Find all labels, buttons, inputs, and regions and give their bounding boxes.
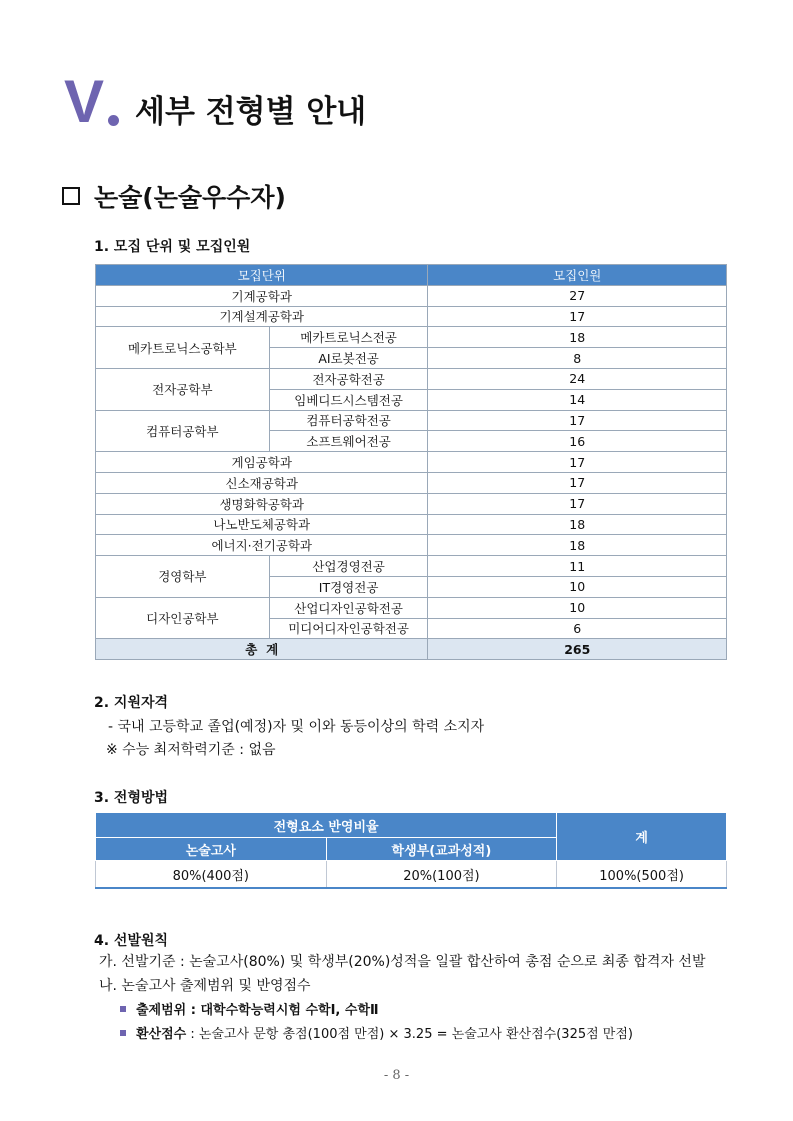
table-row: [96, 535, 727, 556]
record-ratio: 20%(100점): [326, 861, 557, 889]
count-cell: 10: [428, 576, 727, 597]
count-cell: 27: [428, 285, 727, 306]
count-cell: 17: [428, 410, 727, 431]
scope-text: 출제범위 : 대학수학능력시험 수학Ⅰ, 수학Ⅱ: [136, 1003, 379, 1018]
table-row: [96, 285, 727, 306]
major-cell: 소프트웨어전공: [269, 431, 428, 452]
count-cell: 17: [428, 306, 727, 327]
group-cell: 전자공학부: [96, 368, 270, 410]
essay-ratio: 80%(400점): [96, 861, 327, 889]
unit-cell: 신소재공학과: [96, 472, 428, 493]
count-cell: 18: [428, 535, 727, 556]
table-row: [96, 514, 727, 535]
major-cell: 컴퓨터공학전공: [269, 410, 428, 431]
table-row: [96, 327, 727, 348]
count-cell: 17: [428, 452, 727, 473]
table-row: [96, 556, 727, 577]
col-header-unit: 모집단위: [96, 265, 428, 286]
section-heading: [62, 178, 286, 214]
eligibility-line: - 국내 고등학교 졸업(예정)자 및 이와 동등이상의 학력 소지자: [108, 719, 485, 735]
table-row: [96, 368, 727, 389]
table-row: [96, 410, 727, 431]
selection-criteria-line: 가. 선발기준 : 논술고사(80%) 및 학생부(20%)성적을 일괄 합산하여 총점 순으로 최종 합격자 선발: [99, 954, 706, 970]
subsection-2-heading: 2. 지원자격: [94, 695, 169, 711]
total-label: 총 계: [96, 639, 428, 660]
header-total: 계: [557, 813, 727, 861]
page-number: - 8 -: [383, 1068, 410, 1083]
unit-cell: 기계공학과: [96, 285, 428, 306]
table-row: [96, 472, 727, 493]
count-cell: 17: [428, 493, 727, 514]
count-cell: 17: [428, 472, 727, 493]
major-cell: 미디어디자인공학전공: [269, 618, 428, 639]
header-elements-ratio: 전형요소 반영비율: [96, 813, 557, 838]
count-cell: 8: [428, 348, 727, 369]
table-row: [96, 306, 727, 327]
count-cell: 14: [428, 389, 727, 410]
conversion-text: : 논술고사 문항 총점(100점 만점) × 3.25 = 논술고사 환산점수(325점 만점): [186, 1027, 633, 1042]
major-cell: 임베디드시스템전공: [269, 389, 428, 410]
subsection-3-heading: 3. 전형방법: [94, 790, 169, 806]
count-cell: 18: [428, 327, 727, 348]
table-row: [96, 493, 727, 514]
count-cell: 18: [428, 514, 727, 535]
group-cell: 메카트로닉스공학부: [96, 327, 270, 369]
major-cell: 산업디자인공학전공: [269, 597, 428, 618]
total-row: [96, 639, 727, 660]
group-cell: 디자인공학부: [96, 597, 270, 639]
col-header-count: 모집인원: [428, 265, 727, 286]
header-record: 학생부(교과성적): [326, 838, 557, 861]
major-cell: 전자공학전공: [269, 368, 428, 389]
selection-method-table: [95, 812, 727, 889]
checkbox-square-icon: [62, 187, 80, 205]
bullet-conversion: [120, 1023, 633, 1042]
table-row: [96, 861, 727, 889]
major-cell: 메카트로닉스전공: [269, 327, 428, 348]
bullet-square-icon: [120, 1030, 126, 1036]
subsection-4-heading: 4. 선발원칙: [94, 933, 169, 949]
csat-requirement-line: ※ 수능 최저학력기준 : 없음: [106, 742, 276, 758]
unit-cell: 생명화학공학과: [96, 493, 428, 514]
bullet-square-icon: [120, 1006, 126, 1012]
chapter-title: 세부 전형별 안내: [135, 94, 367, 130]
table-row: [96, 597, 727, 618]
chapter-heading: [64, 68, 367, 135]
conversion-label: 환산점수: [136, 1027, 187, 1042]
count-cell: 24: [428, 368, 727, 389]
header-essay: 논술고사: [96, 838, 327, 861]
major-cell: AI로봇전공: [269, 348, 428, 369]
unit-cell: 나노반도체공학과: [96, 514, 428, 535]
table-row: [96, 452, 727, 473]
bullet-scope: [120, 999, 379, 1018]
quota-table: [95, 264, 727, 660]
major-cell: 산업경영전공: [269, 556, 428, 577]
group-cell: 컴퓨터공학부: [96, 410, 270, 452]
unit-cell: 기계설계공학과: [96, 306, 428, 327]
section-title: 논술(논술우수자): [94, 183, 286, 212]
major-cell: IT경영전공: [269, 576, 428, 597]
total-ratio: 100%(500점): [557, 861, 727, 889]
count-cell: 6: [428, 618, 727, 639]
essay-scope-line: 나. 논술고사 출제범위 및 반영점수: [99, 978, 311, 994]
group-cell: 경영학부: [96, 556, 270, 598]
unit-cell: 에너지·전기공학과: [96, 535, 428, 556]
count-cell: 11: [428, 556, 727, 577]
unit-cell: 게임공학과: [96, 452, 428, 473]
subsection-1-heading: 1. 모집 단위 및 모집인원: [94, 239, 251, 255]
chapter-dot: [108, 115, 119, 126]
total-count: 265: [428, 639, 727, 660]
count-cell: 16: [428, 431, 727, 452]
chapter-numeral: V: [64, 68, 105, 135]
count-cell: 10: [428, 597, 727, 618]
